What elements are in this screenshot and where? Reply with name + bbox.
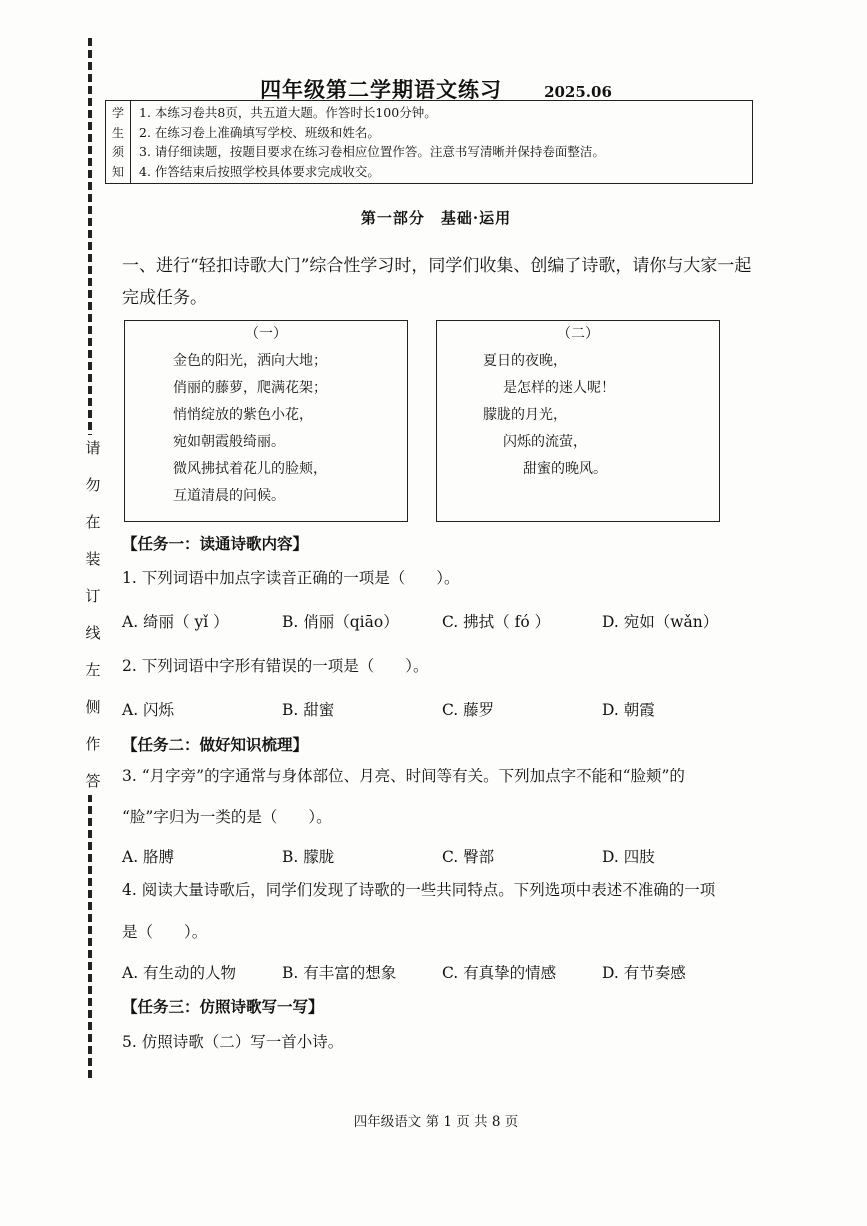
poem-title: （二） bbox=[557, 326, 599, 342]
option[interactable]: D. 四肢 bbox=[602, 848, 655, 866]
student-notice-box bbox=[105, 100, 753, 184]
poem-line: 是怎样的迷人呢！ bbox=[503, 380, 615, 396]
binding-char: 侧 bbox=[85, 698, 101, 716]
binding-char: 勿 bbox=[85, 476, 101, 494]
task-heading-1: 【任务一：读通诗歌内容】 bbox=[122, 534, 309, 553]
poem-line: 微风拂拭着花儿的脸颊， bbox=[173, 461, 327, 477]
option[interactable]: B. 朦胧 bbox=[282, 848, 335, 866]
binding-char: 装 bbox=[85, 550, 101, 568]
option[interactable]: C. 藤罗 bbox=[442, 701, 495, 719]
binding-char: 请 bbox=[85, 439, 101, 457]
option[interactable]: A. 有生动的人物 bbox=[122, 964, 237, 982]
notice-item: 2. 在练习卷上准确填写学校、班级和姓名。 bbox=[139, 124, 380, 140]
question-1: 1. 下列词语中加点字读音正确的一项是（ ）。 bbox=[122, 569, 460, 587]
question-3-line-1: 3. “月字旁”的字通常与身体部位、月亮、时间等有关。下列加点字不能和“脸颊”的 bbox=[122, 767, 685, 785]
poem-box-2 bbox=[436, 320, 720, 522]
poem-title: （一） bbox=[245, 326, 287, 342]
poem-box-1 bbox=[124, 320, 408, 522]
option[interactable]: B. 俏丽（qiāo） bbox=[282, 613, 399, 631]
poem-line: 俏丽的藤萝，爬满花架； bbox=[173, 380, 327, 396]
option[interactable]: C. 拂拭（ fó ） bbox=[442, 613, 551, 631]
notice-label-char: 学 bbox=[111, 106, 124, 121]
question-4-line-2: 是（ ）。 bbox=[122, 923, 208, 941]
binding-char: 在 bbox=[85, 513, 101, 531]
notice-label-char: 生 bbox=[111, 125, 124, 140]
poem-line: 朦胧的月光， bbox=[483, 407, 567, 423]
task-heading-3: 【任务三：仿照诗歌写一写】 bbox=[122, 997, 324, 1016]
question-3-line-2: “脸”字归为一类的是（ ）。 bbox=[122, 808, 332, 826]
option[interactable]: A. 绮丽（ yǐ ） bbox=[122, 613, 229, 631]
option[interactable]: A. 胳膊 bbox=[122, 848, 175, 866]
question-2: 2. 下列词语中字形有错误的一项是（ ）。 bbox=[122, 657, 429, 675]
notice-label-char: 须 bbox=[111, 145, 124, 160]
option[interactable]: D. 宛如（wǎn） bbox=[602, 613, 719, 631]
notice-item: 4. 作答结束后按照学校具体要求完成收交。 bbox=[139, 163, 380, 179]
question-5: 5. 仿照诗歌（二）写一首小诗。 bbox=[122, 1033, 344, 1051]
question-1-options bbox=[122, 610, 762, 632]
section-intro: 一、进行“轻扣诗歌大门”综合性学习时，同学们收集、创编了诗歌，请你与大家一起完成任务。 bbox=[122, 256, 752, 308]
poem-line: 金色的阳光，洒向大地； bbox=[173, 353, 327, 369]
page-footer: 四年级语文 第 1 页 共 8 页 bbox=[353, 1114, 519, 1130]
task-heading-2: 【任务二：做好知识梳理】 bbox=[122, 735, 309, 754]
poem-line: 夏日的夜晚， bbox=[483, 353, 567, 369]
binding-notice bbox=[82, 435, 104, 795]
binding-char: 订 bbox=[85, 587, 101, 605]
notice-label-char: 知 bbox=[111, 164, 124, 179]
notice-item: 1. 本练习卷共8页，共五道大题。作答时长100分钟。 bbox=[139, 105, 437, 120]
poem-line: 互道清晨的问候。 bbox=[173, 488, 285, 504]
option[interactable]: B. 甜蜜 bbox=[282, 701, 335, 719]
option[interactable]: A. 闪烁 bbox=[122, 701, 175, 719]
page-title: 四年级第二学期语文练习 bbox=[260, 77, 503, 102]
notice-items bbox=[131, 101, 752, 183]
question-4-line-1: 4. 阅读大量诗歌后，同学们发现了诗歌的一些共同特点。下列选项中表述不准确的一项 bbox=[122, 881, 716, 899]
exam-date: 2025.06 bbox=[544, 83, 612, 101]
poem-line: 甜蜜的晚风。 bbox=[523, 461, 607, 477]
part-title: 第一部分 基础·运用 bbox=[360, 209, 512, 227]
notice-item: 3. 请仔细读题，按题目要求在练习卷相应位置作答。注意书写清晰并保持卷面整洁。 bbox=[139, 144, 605, 159]
poem-line: 宛如朝霞般绮丽。 bbox=[173, 434, 285, 450]
option[interactable]: D. 有节奏感 bbox=[602, 964, 686, 982]
option[interactable]: D. 朝霞 bbox=[602, 701, 655, 719]
option[interactable]: C. 臀部 bbox=[442, 848, 495, 866]
question-2-options bbox=[122, 698, 762, 720]
poem-line: 悄悄绽放的紫色小花， bbox=[173, 407, 313, 423]
binding-char: 左 bbox=[85, 661, 101, 679]
question-4-options bbox=[122, 961, 762, 983]
binding-char: 答 bbox=[85, 772, 101, 790]
option[interactable]: C. 有真挚的情感 bbox=[442, 964, 557, 982]
option[interactable]: B. 有丰富的想象 bbox=[282, 964, 397, 982]
poem-line: 闪烁的流萤， bbox=[503, 434, 587, 450]
question-3-options bbox=[122, 845, 762, 867]
notice-label bbox=[106, 101, 131, 183]
binding-char: 线 bbox=[85, 624, 101, 642]
binding-char: 作 bbox=[85, 735, 101, 753]
